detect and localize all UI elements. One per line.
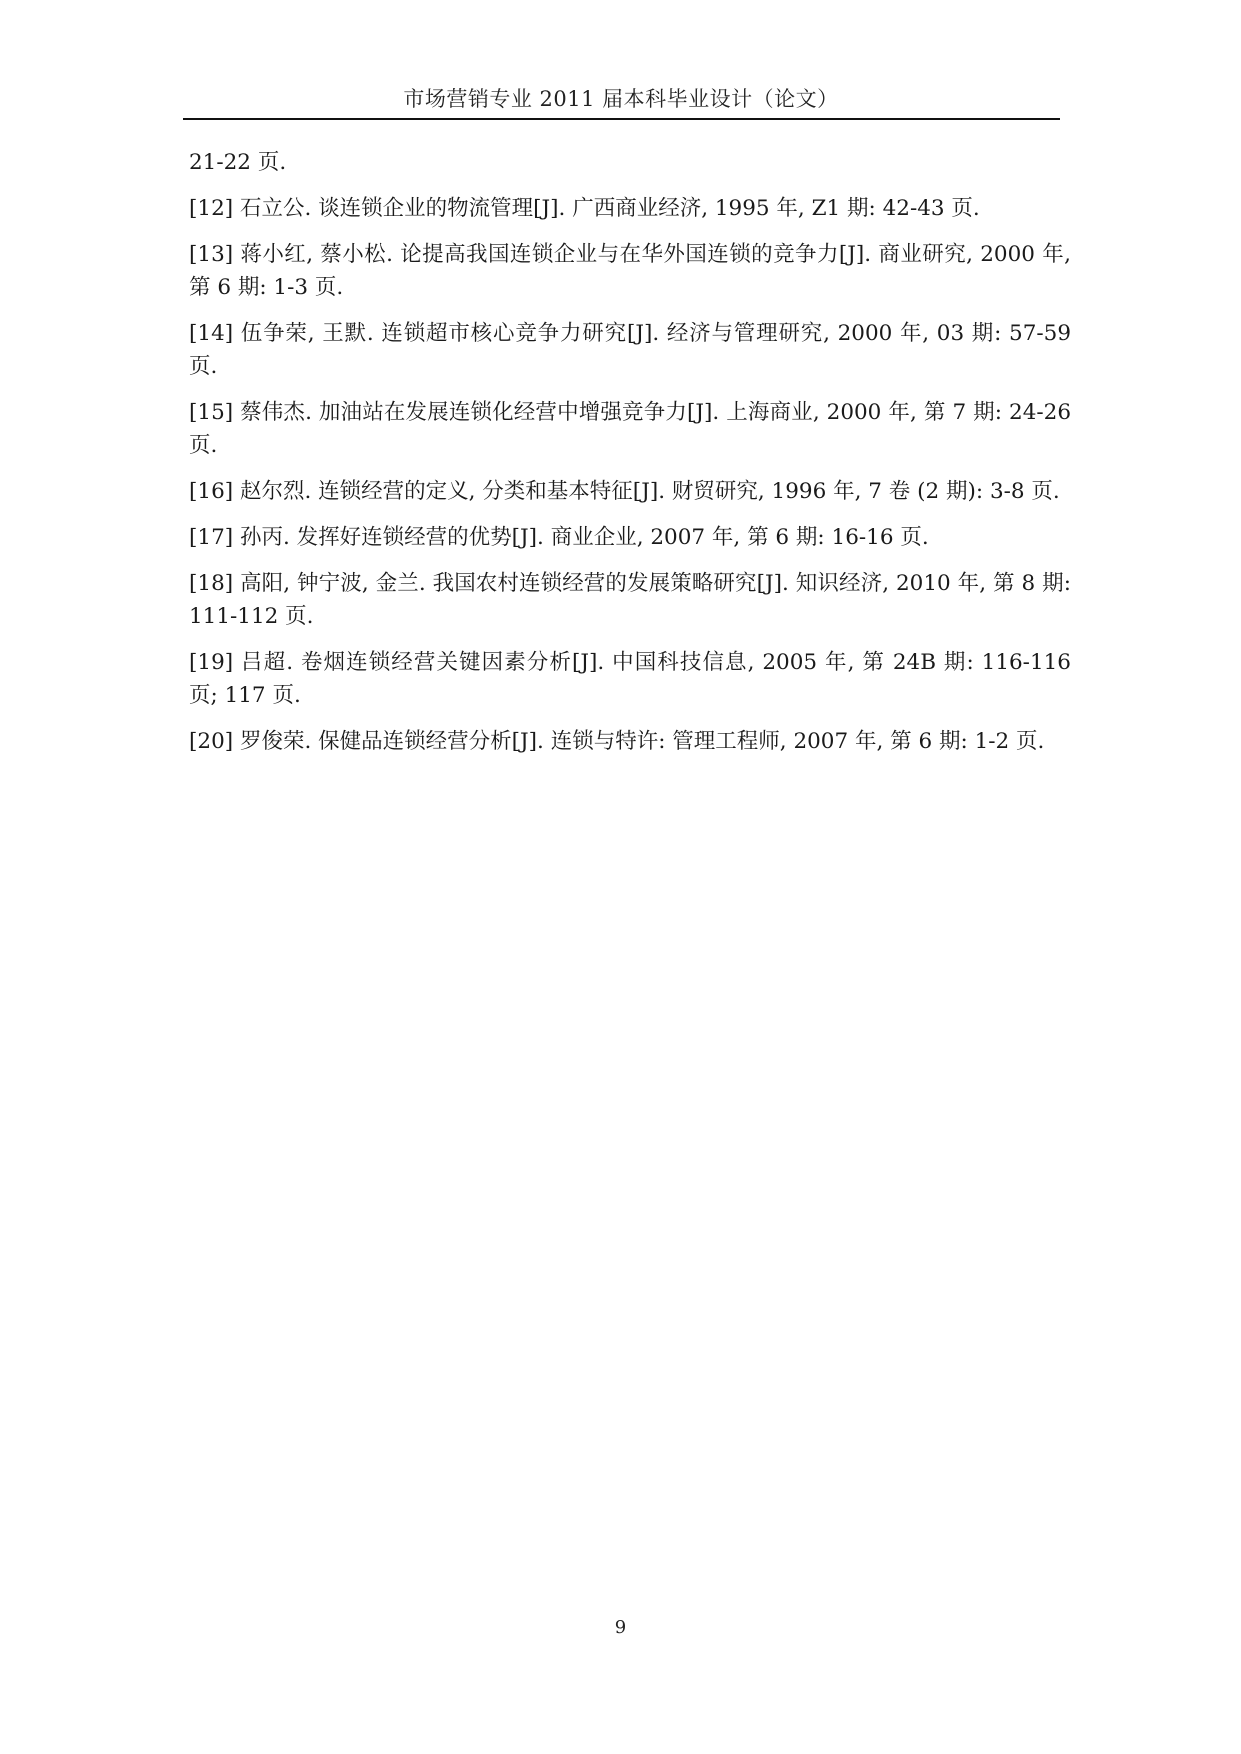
header-divider xyxy=(183,118,1060,120)
reference-continuation: 21-22 页. xyxy=(189,150,287,175)
page-header-title: 市场营销专业 2011 届本科毕业设计（论文） xyxy=(403,87,839,111)
reference-item-13: [13] 蒋小红, 蔡小松. 论提高我国连锁企业与在华外国连锁的竞争力[J]. 商业研究, 2000 年, 第 6 期: 1-3 页. xyxy=(189,242,1071,300)
reference-item-19: [19] 吕超. 卷烟连锁经营关键因素分析[J]. 中国科技信息, 2005 年, 第 24B 期: 116-116 页; 117 页. xyxy=(189,650,1071,708)
reference-item-12: [12] 石立公. 谈连锁企业的物流管理[J]. 广西商业经济, 1995 年, Z1 期: 42-43 页. xyxy=(189,196,980,221)
reference-item-20: [20] 罗俊荣. 保健品连锁经营分析[J]. 连锁与特许: 管理工程师, 2007 年, 第 6 期: 1-2 页. xyxy=(189,729,1045,754)
reference-item-17: [17] 孙丙. 发挥好连锁经营的优势[J]. 商业企业, 2007 年, 第 6 期: 16-16 页. xyxy=(189,525,929,550)
reference-list xyxy=(189,146,1071,771)
reference-item-15: [15] 蔡伟杰. 加油站在发展连锁化经营中增强竞争力[J]. 上海商业, 2000 年, 第 7 期: 24-26 页. xyxy=(189,400,1071,458)
reference-item-18: [18] 高阳, 钟宁波, 金兰. 我国农村连锁经营的发展策略研究[J]. 知识经济, 2010 年, 第 8 期: 111-112 页. xyxy=(189,571,1071,629)
page-number: 9 xyxy=(614,1617,627,1638)
reference-item-14: [14] 伍争荣, 王默. 连锁超市核心竞争力研究[J]. 经济与管理研究, 2000 年, 03 期: 57-59 页. xyxy=(189,321,1071,379)
reference-item-16: [16] 赵尔烈. 连锁经营的定义, 分类和基本特征[J]. 财贸研究, 1996 年, 7 卷 (2 期): 3-8 页. xyxy=(189,479,1060,504)
